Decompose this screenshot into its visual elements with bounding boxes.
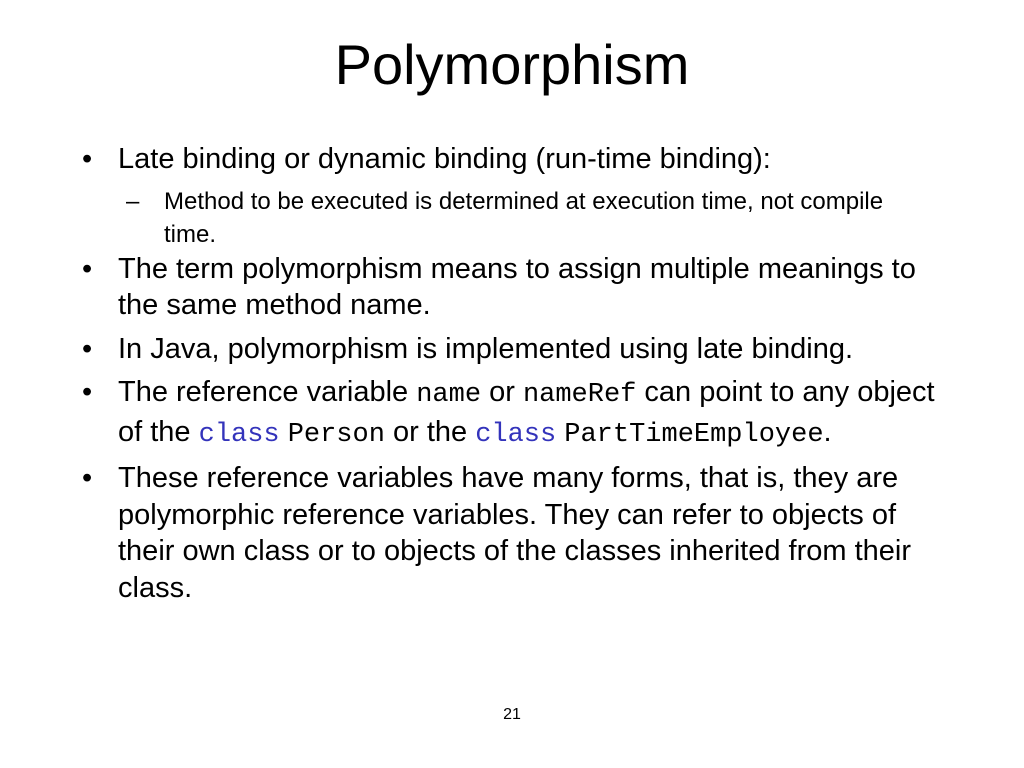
text-fragment: The reference variable bbox=[118, 376, 417, 408]
bullet-item bbox=[80, 331, 940, 368]
text-fragment: or bbox=[481, 376, 523, 408]
dash-icon: – bbox=[126, 187, 140, 215]
bullet-dot-icon: • bbox=[82, 252, 93, 285]
bullet-item bbox=[80, 374, 940, 453]
code-parttimeemployee: PartTimeEmployee bbox=[564, 419, 824, 450]
text-fragment bbox=[280, 416, 288, 448]
sub-bullet-text: Method to be executed is determined at execution time, not compile time. bbox=[164, 187, 884, 248]
code-name: name bbox=[416, 380, 482, 410]
code-person: Person bbox=[287, 419, 385, 450]
text-fragment: or the bbox=[384, 415, 476, 448]
bullet-text: In Java, polymorphism is implemented using late binding. bbox=[118, 332, 854, 365]
bullet-dot-icon: • bbox=[82, 376, 93, 408]
sub-bullet-item bbox=[124, 185, 940, 251]
bullet-item bbox=[80, 460, 940, 606]
page-number: 21 bbox=[503, 706, 521, 723]
bullet-text: These reference variables have many forms, that is, they are polymorphic reference variables. They can refer to objects of their own class or to objects of the classes inherited from their class. bbox=[118, 462, 912, 604]
text-fragment: can point to any object of the bbox=[118, 376, 935, 448]
bullet-text bbox=[118, 376, 935, 448]
slide-title: Polymorphism bbox=[334, 33, 690, 96]
bullet-dot-icon: • bbox=[82, 143, 93, 175]
text-fragment: . bbox=[823, 415, 832, 448]
code-nameref: nameRef bbox=[522, 380, 637, 410]
bullet-dot-icon: • bbox=[82, 462, 93, 494]
slide-content bbox=[80, 141, 940, 613]
bullet-dot-icon: • bbox=[82, 332, 93, 365]
keyword-class: class bbox=[475, 419, 557, 450]
bullet-item bbox=[80, 141, 940, 178]
bullet-text: Late binding or dynamic binding (run-time binding): bbox=[118, 143, 771, 175]
bullet-item bbox=[80, 251, 940, 324]
keyword-class: class bbox=[198, 419, 280, 450]
bullet-text: The term polymorphism means to assign multiple meanings to the same method name. bbox=[118, 252, 916, 321]
